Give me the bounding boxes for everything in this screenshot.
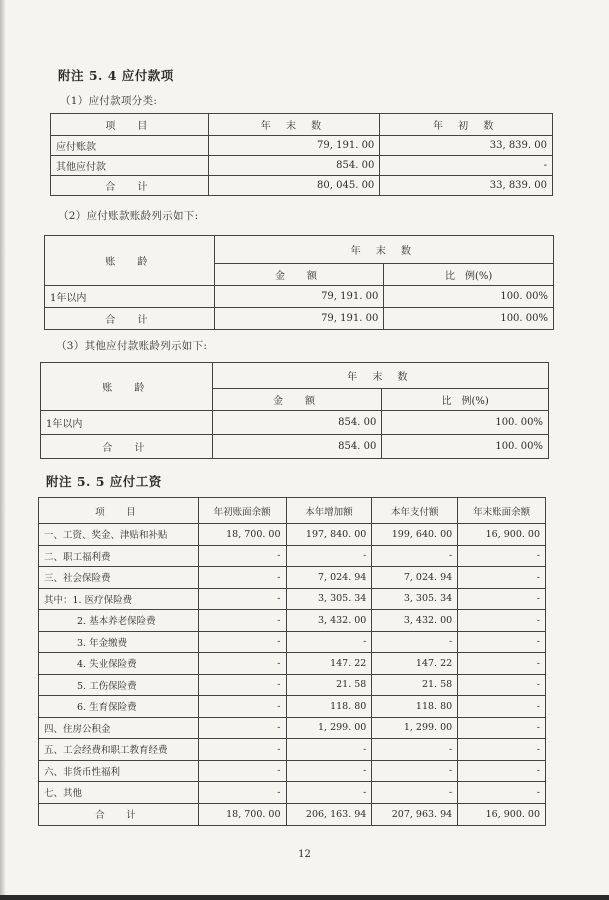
table-row: 1年以内 854. 00 100. 00% xyxy=(41,411,549,435)
table-row: 2. 基本养老保险费 - 3, 432. 00 3, 432. 00 - xyxy=(39,610,546,632)
table1-caption: （1）应付款项分类: xyxy=(60,95,158,107)
table-row: 一、工资、奖金、津贴和补贴 18, 700. 00 197, 840. 00 199, 640. 00 16, 900. 00 xyxy=(39,524,546,546)
header-payment: 本年支付额 xyxy=(372,498,458,524)
header-opening-balance: 年初账面余额 xyxy=(198,498,286,524)
header-aging: 账 龄 xyxy=(41,363,213,411)
table-row: 五、工会经费和职工教育经费 - - - - xyxy=(39,739,546,761)
header-year-end: 年 末 数 xyxy=(212,363,548,389)
header-item: 项 目 xyxy=(39,498,199,524)
table-row: 6. 生育保险费 - 118. 80 118. 80 - xyxy=(39,696,546,718)
other-payables-aging-table xyxy=(40,362,549,459)
table-row: 5. 工伤保险费 - 21. 58 21. 58 - xyxy=(39,674,546,696)
payables-aging-table xyxy=(44,235,554,330)
section-5-4-title: 附注 5. 4 应付款项 xyxy=(58,68,174,83)
payables-classification-table xyxy=(50,113,553,196)
table-row: 四、住房公积金 - 1, 299. 00 1, 299. 00 - xyxy=(39,717,546,739)
header-ratio: 比 例(%) xyxy=(382,389,549,411)
header-aging: 账 龄 xyxy=(45,236,215,286)
table-row: 应付账款 79, 191. 00 33, 839. 00 xyxy=(51,136,553,156)
scan-bottom-edge xyxy=(0,895,609,900)
table2-caption: （2）应付账款账龄列示如下: xyxy=(58,210,199,222)
page-number: 12 xyxy=(298,849,311,860)
total-row: 合 计 854. 00 100. 00% xyxy=(41,435,549,459)
scan-edge-shadow xyxy=(0,0,6,900)
wages-payable-table xyxy=(38,497,546,826)
header-amount: 金 额 xyxy=(214,264,384,286)
header-increase: 本年增加额 xyxy=(286,498,372,524)
header-closing-balance: 年末账面余额 xyxy=(458,498,546,524)
header-ratio: 比 例(%) xyxy=(384,264,554,286)
header-year-end: 年 末 数 xyxy=(214,236,553,264)
table-row: 其他应付款 854. 00 - xyxy=(51,156,553,176)
table3-caption: （3）其他应付款账龄列示如下: xyxy=(56,340,208,352)
table-row: 六、非货币性福利 - - - - xyxy=(39,760,546,782)
table-row: 4. 失业保险费 - 147. 22 147. 22 - xyxy=(39,653,546,675)
total-row: 合 计 80, 045. 00 33, 839. 00 xyxy=(51,176,553,196)
header-amount: 金 额 xyxy=(212,389,382,411)
section-5-5-title: 附注 5. 5 应付工资 xyxy=(46,474,162,489)
header-item: 项 目 xyxy=(51,114,209,136)
total-row: 合 计 79, 191. 00 100. 00% xyxy=(45,308,554,330)
table-row: 七、其他 - - - - xyxy=(39,782,546,804)
total-row: 合 计 18, 700. 00 206, 163. 94 207, 963. 94 16, 900. 00 xyxy=(39,803,546,825)
table-row: 1年以内 79, 191. 00 100. 00% xyxy=(45,286,554,308)
table-row: 三、社会保险费 - 7, 024. 94 7, 024. 94 - xyxy=(39,567,546,589)
table-row: 其中：1. 医疗保险费 - 3, 305. 34 3, 305. 34 - xyxy=(39,588,546,610)
table-row: 3. 年金缴费 - - - - xyxy=(39,631,546,653)
table-row: 二、职工福利费 - - - - xyxy=(39,545,546,567)
header-year-begin: 年 初 数 xyxy=(380,114,553,136)
header-year-end: 年 末 数 xyxy=(208,114,380,136)
